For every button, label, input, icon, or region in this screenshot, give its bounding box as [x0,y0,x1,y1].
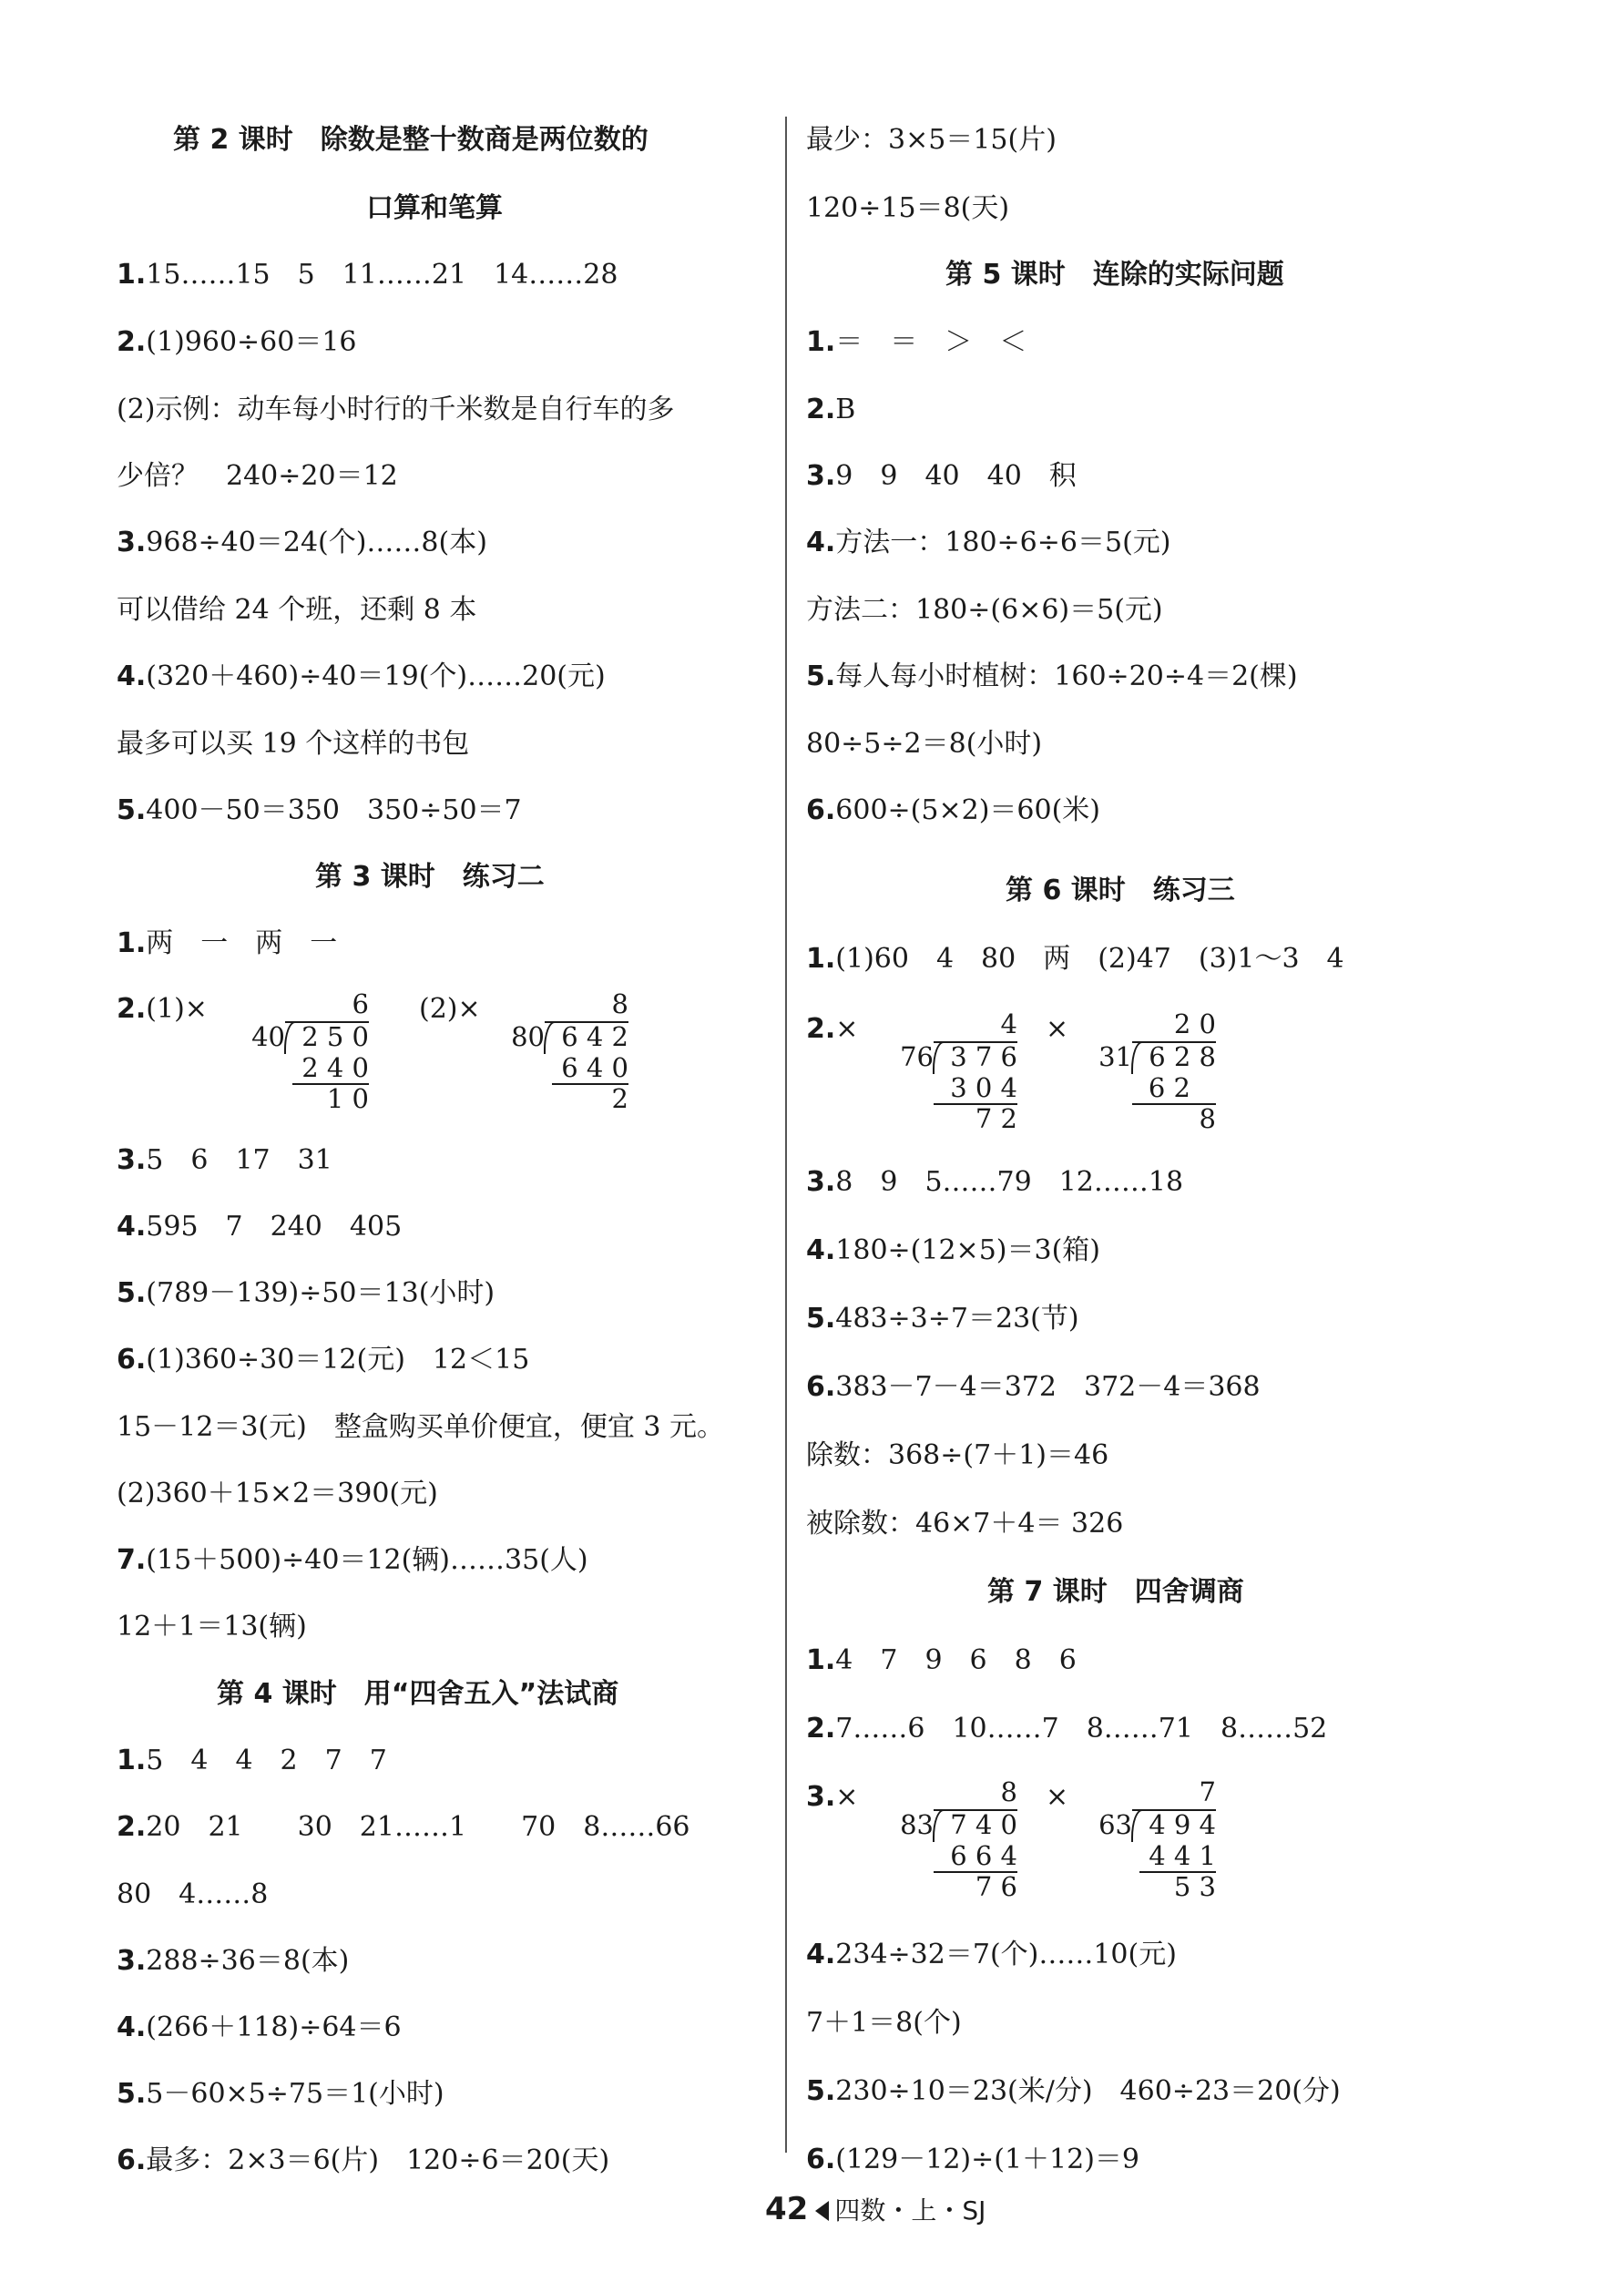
divisor: 76 [900,1041,934,1072]
answer-line: 15－12＝3(元) 整盒购买单价便宜，便宜 3 元。 [117,1411,725,1443]
divisor: 63 [1098,1809,1132,1840]
answer-line: 1.5 4 4 2 7 7 [117,1745,387,1776]
remainder: 7 2 [975,1103,1017,1134]
long-division [894,1008,1017,1136]
answer-line: 1.4 7 9 6 8 6 [806,1644,1077,1676]
remainder: 5 3 [1173,1871,1216,1902]
quotient: 7 [1199,1776,1216,1807]
answer-line: 6.最多：2×3＝6(片) 120÷6＝20(天) [117,2144,610,2176]
section-subtitle: 口算和笔算 [366,192,503,224]
answer-line: 3.9 9 40 40 积 [806,460,1077,492]
dividend: 7 4 0 [950,1809,1017,1840]
divisor: 83 [900,1809,934,1840]
remainder: 1 0 [326,1083,369,1114]
arrow-left-icon [815,2201,829,2221]
answer-line: 120÷15＝8(天) [806,192,1010,224]
answer-line: 3.8 9 5……79 12……18 [806,1166,1184,1198]
answer-line: 4.(266＋118)÷64＝6 [117,2011,402,2043]
answer-line: 少倍？ 240÷20＝12 [117,460,398,492]
answer-line: 5.483÷3÷7＝23(节) [806,1303,1079,1335]
answer-line: 最少：3×5＝15(片) [806,124,1057,156]
answer-line: 7＋1＝8(个) [806,2007,962,2039]
answer-line: 方法二：180÷(6×6)＝5(元) [806,594,1163,626]
division-bracket [933,1809,944,1842]
page-footer [765,2191,986,2227]
quotient: 4 [1000,1008,1017,1039]
answer-line: 最多可以买 19 个这样的书包 [117,728,470,760]
answer-line: 5.(789－139)÷50＝13(小时) [117,1277,495,1309]
product: 2 4 0 [301,1052,369,1083]
answer-line: 4.234÷32＝7(个)……10(元) [806,1939,1177,1970]
dividend: 3 7 6 [950,1041,1017,1072]
answer-line: 1.＝ ＝ ＞ ＜ [806,326,1027,358]
answer-line: 5.每人每小时植树：160÷20÷4＝2(棵) [806,660,1298,692]
division-bracket [933,1041,944,1074]
division-bracket [1131,1041,1142,1074]
answer-line: 6.383－7－4＝372 372－4＝368 [806,1371,1261,1403]
remainder: 2 [611,1083,628,1114]
answer-line: × [1046,1781,1069,1813]
dividend: 6 2 8 [1149,1041,1216,1072]
answer-line: 被除数：46×7＋4＝ 326 [806,1508,1124,1540]
divisor: 80 [511,1021,545,1052]
answer-line: 2.20 21 30 21……1 70 8……66 [117,1811,690,1843]
answer-line: 80 4……8 [117,1878,269,1910]
section-title: 第 4 课时 用“四舍五入”法试商 [217,1678,619,1710]
product: 4 4 1 [1149,1840,1216,1871]
answer-line: 4.(320＋460)÷40＝19(个)……20(元) [117,660,606,692]
division-bracket [284,1021,295,1054]
long-division [246,988,369,1116]
long-division [894,1776,1017,1904]
column-divider [785,117,787,2153]
answer-line: 4.方法一：180÷6÷6＝5(元) [806,527,1171,558]
answer-line: 80÷5÷2＝8(小时) [806,728,1043,760]
divisor: 40 [251,1021,285,1052]
product: 3 0 4 [950,1072,1017,1103]
answer-line: 2.7……6 10……7 8……71 8……52 [806,1713,1328,1745]
answer-line: (2)× [419,993,481,1025]
dividend: 2 5 0 [301,1021,369,1052]
answer-line: (2)360＋15×2＝390(元) [117,1478,438,1509]
answer-line: 5.5－60×5÷75＝1(小时) [117,2078,444,2110]
answer-line: 3.288÷36＝8(本) [117,1945,350,1977]
answer-line: 4.180÷(12×5)＝3(箱) [806,1234,1100,1266]
section-title: 第 5 课时 连除的实际问题 [945,259,1284,291]
answer-line: 除数：368÷(7＋1)＝46 [806,1439,1109,1471]
answer-line: 3.5 6 17 31 [117,1144,332,1176]
section-title: 第 3 课时 练习二 [315,861,545,893]
answer-line: 2.× [806,1013,859,1045]
page-number: 42 [765,2191,809,2227]
answer-line: 1.两 一 两 一 [117,927,338,959]
dividend: 6 4 2 [561,1021,628,1052]
answer-line: 6.(1)360÷30＝12(元) 12＜15 [117,1344,530,1376]
answer-line: × [1046,1013,1069,1045]
section-title: 第 7 课时 四舍调商 [987,1576,1244,1608]
section-title: 第 6 课时 练习三 [1006,875,1235,906]
quotient: 2 0 [1173,1008,1216,1039]
answer-line: 3.968÷40＝24(个)……8(本) [117,527,487,558]
remainder: 8 [1199,1103,1216,1134]
answer-line: 12＋1＝13(辆) [117,1611,307,1642]
division-bracket [1131,1809,1142,1842]
quotient: 6 [352,988,369,1019]
long-division [1093,1776,1216,1904]
product: 6 6 4 [950,1840,1017,1871]
answer-line: 5.230÷10＝23(米/分) 460÷23＝20(分) [806,2075,1341,2107]
long-division [506,988,628,1116]
divisor: 31 [1098,1041,1132,1072]
answer-line: 可以借给 24 个班，还剩 8 本 [117,594,477,626]
product: 6 4 0 [561,1052,628,1083]
answer-line: 1.15……15 5 11……21 14……28 [117,259,618,291]
answer-line: 3.× [806,1781,859,1813]
division-bracket [544,1021,555,1054]
answer-line: 2.(1)960÷60＝16 [117,326,357,358]
quotient: 8 [611,988,628,1019]
answer-line: 6.(129－12)÷(1＋12)＝9 [806,2144,1140,2175]
quotient: 8 [1000,1776,1017,1807]
answer-line: 7.(15＋500)÷40＝12(辆)……35(人) [117,1544,588,1576]
answer-line: (2)示例：动车每小时行的千米数是自行车的多 [117,394,675,425]
long-division [1093,1008,1216,1136]
answer-line: 4.595 7 240 405 [117,1211,403,1243]
answer-line: 6.600÷(5×2)＝60(米) [806,794,1100,826]
book-label: 四数・上・SJ [834,2195,986,2226]
answer-line: 1.(1)60 4 80 两 (2)47 (3)1～3 4 [806,943,1344,975]
section-title: 第 2 课时 除数是整十数商是两位数的 [173,124,649,156]
answer-line: 2.(1)× [117,993,208,1025]
remainder: 7 6 [975,1871,1017,1902]
answer-line: 2.B [806,394,856,425]
answer-line: 5.400－50＝350 350÷50＝7 [117,794,522,826]
product: 6 2 [1148,1072,1190,1103]
dividend: 4 9 4 [1149,1809,1216,1840]
